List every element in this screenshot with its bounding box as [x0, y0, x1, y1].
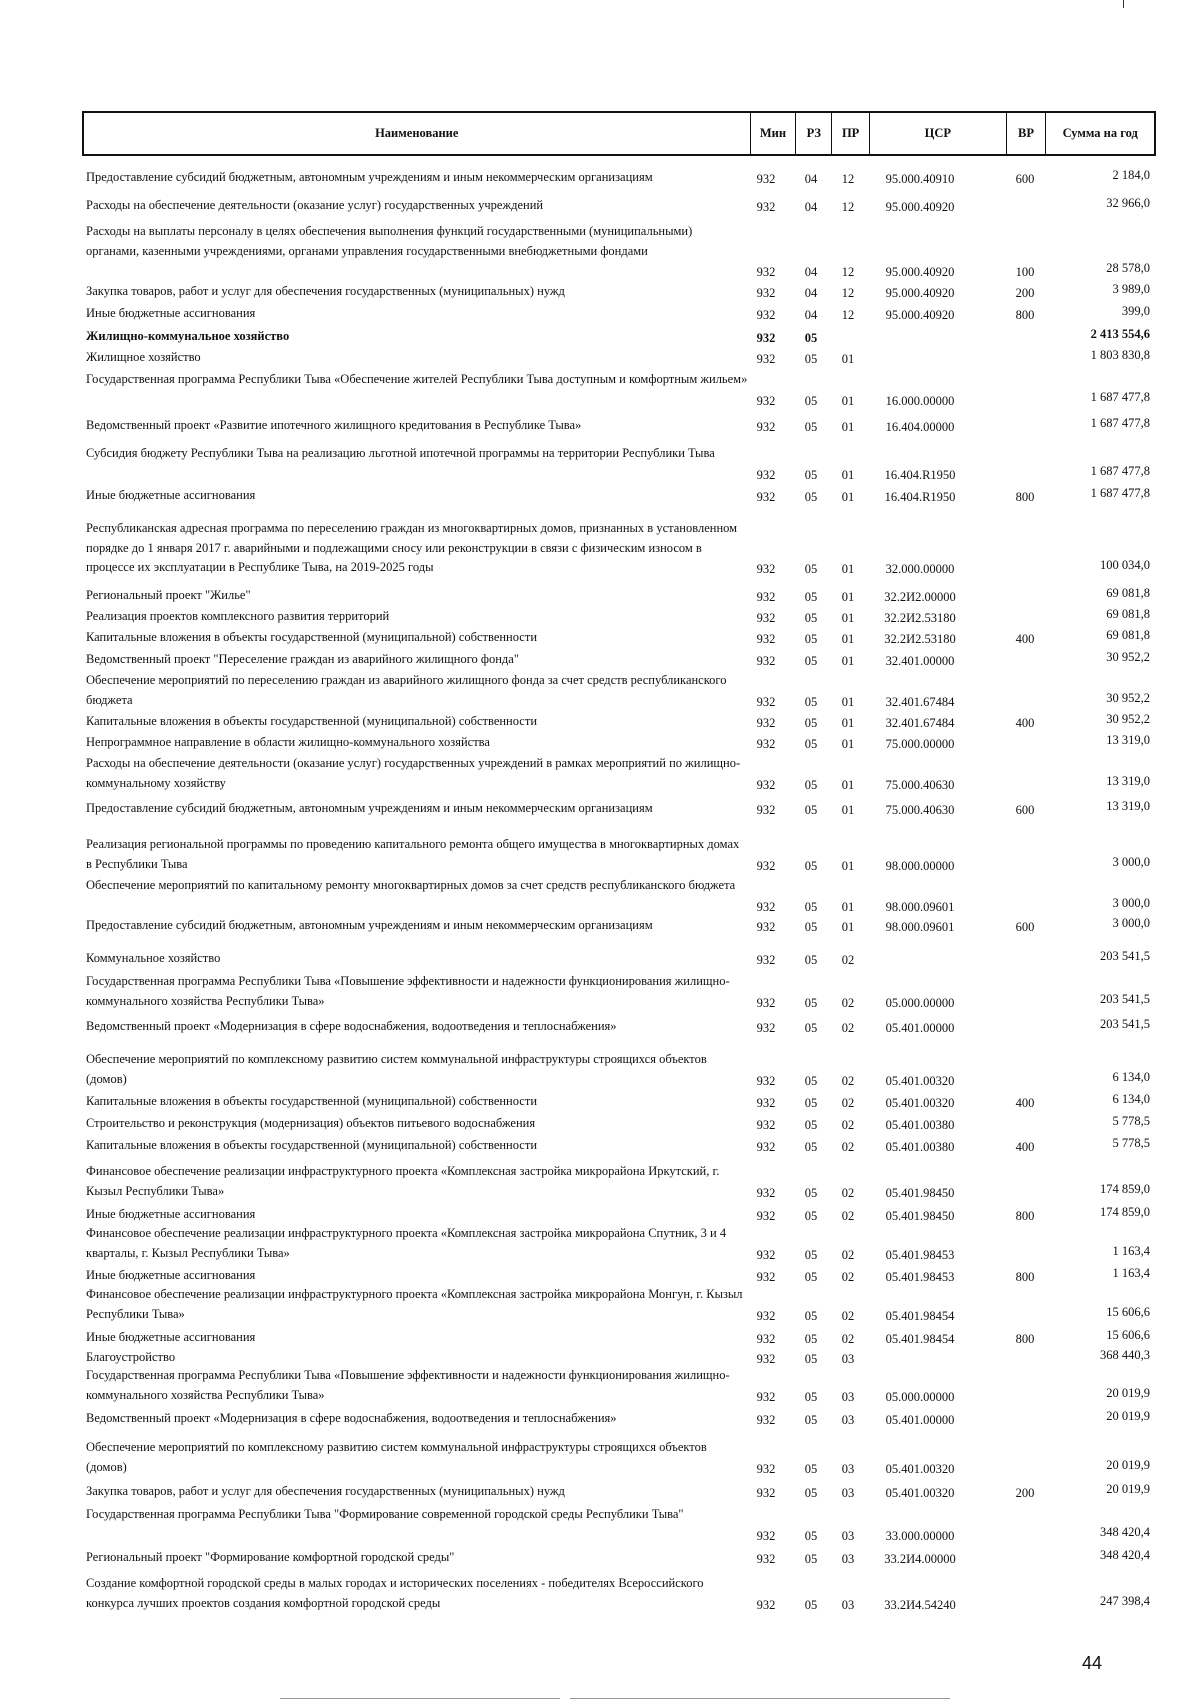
row-pr: 01: [841, 467, 855, 482]
row-sum: 6 134,0: [1112, 1069, 1150, 1084]
row-rz: 05: [804, 899, 818, 914]
row-sum: 1 687 477,8: [1090, 463, 1150, 478]
row-name: Реализация региональной программы по проведению капитального ремонта общего имущества в многоквартирных домах в Республики Тыва: [86, 837, 740, 871]
row-sum: 348 420,4: [1100, 1524, 1150, 1539]
row-name: Создание комфортной городской среды в малых городах и исторических поселениях - победителях Всероссийского конкурса лучших проектов создания комфортной городской среды: [86, 1576, 704, 1610]
row-pr: 12: [841, 172, 855, 186]
row-sum: 3 000,0: [1112, 916, 1150, 930]
row-name: Расходы на обеспечение деятельности (оказание услуг) государственных учреждений: [86, 198, 544, 212]
row-pr: 03: [841, 1552, 855, 1566]
row-vr: 400: [1015, 716, 1035, 730]
row-vr: 400: [1015, 1096, 1035, 1110]
row-name: Обеспечение мероприятий по комплексному развитию систем коммунальной инфраструктуры строящихся объектов (домов): [86, 1440, 707, 1474]
row-csr: 32.401.67484: [885, 694, 955, 709]
row-pr: 03: [841, 1528, 855, 1543]
row-pr: 01: [841, 632, 855, 646]
row-sum: 368 440,3: [1100, 1348, 1150, 1362]
row-pr: 03: [841, 1486, 855, 1500]
row-name: Региональный проект "Формирование комфортной городской среды": [86, 1550, 455, 1564]
row-min: 932: [756, 1461, 776, 1476]
row-min: 932: [756, 777, 776, 792]
row-pr: 01: [841, 858, 855, 873]
row-sum: 1 687 477,8: [1090, 416, 1150, 430]
row-rz: 05: [804, 352, 818, 366]
row-pr: 02: [841, 1308, 855, 1323]
row-min: 932: [756, 611, 776, 625]
row-min: 932: [756, 1308, 776, 1323]
row-sum: 32 966,0: [1106, 196, 1150, 210]
row-csr: 32.2И2.53180: [884, 611, 956, 625]
row-pr: 02: [841, 1270, 855, 1284]
row-min: 932: [756, 1209, 776, 1223]
footer-rule: [570, 1698, 950, 1699]
row-rz: 05: [804, 953, 818, 967]
row-csr: 32.000.00000: [885, 562, 955, 576]
row-csr: 05.401.00320: [885, 1096, 955, 1110]
row-vr: 800: [1015, 1209, 1035, 1223]
row-vr: 800: [1015, 1270, 1035, 1284]
row-min: 932: [756, 803, 776, 817]
row-rz: 05: [804, 393, 818, 408]
row-sum: 1 163,4: [1112, 1266, 1150, 1280]
row-sum: 1 687 477,8: [1090, 486, 1150, 500]
row-csr: 32.401.67484: [885, 716, 955, 730]
row-name: Республиканская адресная программа по переселению граждан из многоквартирных домов, признанных в установленном порядке до 1 января 2017 г. аварийными и подлежащими сносу или реконструкции в связи с физическим износом в процессе их эксплуатации в Республике Тыва, на 2019-2025 годы: [86, 521, 738, 574]
header-pr: ПР: [832, 113, 870, 154]
row-pr: 01: [841, 352, 855, 366]
row-csr: 75.000.40630: [885, 777, 955, 792]
row-min: 932: [756, 920, 776, 934]
row-sum: 5 778,5: [1112, 1114, 1150, 1128]
row-sum: 348 420,4: [1100, 1548, 1150, 1562]
row-pr: 01: [841, 562, 855, 576]
row-csr: 05.401.00320: [885, 1486, 955, 1500]
row-rz: 05: [804, 694, 818, 709]
row-rz: 05: [804, 590, 818, 604]
row-rz: 05: [804, 1308, 818, 1323]
row-rz: 05: [804, 331, 818, 345]
row-sum: 247 398,4: [1100, 1593, 1150, 1608]
row-pr: 12: [841, 308, 855, 322]
row-rz: 05: [804, 995, 818, 1010]
row-vr: 800: [1015, 1332, 1035, 1346]
row-pr: 01: [841, 737, 855, 751]
row-sum: 6 134,0: [1112, 1092, 1150, 1106]
row-name: Обеспечение мероприятий по комплексному развитию систем коммунальной инфраструктуры строящихся объектов (домов): [86, 1052, 707, 1086]
row-csr: 75.000.40630: [885, 803, 955, 817]
row-csr: 98.000.09601: [885, 920, 955, 934]
row-min: 932: [756, 200, 776, 214]
header-sum: Сумма на год: [1062, 126, 1138, 140]
row-csr: 05.401.98450: [885, 1209, 955, 1223]
row-rz: 05: [804, 1073, 818, 1088]
row-min: 932: [756, 590, 776, 604]
row-name: Ведомственный проект «Модернизация в сфере водоснабжения, водоотведения и теплоснабжения»: [86, 1411, 617, 1425]
row-name: Реализация проектов комплексного развития территорий: [86, 609, 390, 623]
row-csr: 16.000.00000: [885, 393, 955, 408]
row-rz: 05: [804, 920, 818, 934]
row-min: 932: [756, 1597, 776, 1612]
row-name: Капитальные вложения в объекты государственной (муниципальной) собственности: [86, 1094, 538, 1108]
row-pr: 03: [841, 1461, 855, 1476]
row-vr: 600: [1015, 172, 1035, 186]
row-rz: 05: [804, 1461, 818, 1476]
row-min: 932: [756, 352, 776, 366]
row-name: Предоставление субсидий бюджетным, автономным учреждениям и иным некоммерческим организациям: [86, 918, 653, 932]
row-rz: 04: [804, 265, 818, 279]
row-rz: 05: [804, 420, 818, 434]
header-name: Наименование: [84, 113, 751, 154]
row-csr: 16.404.00000: [885, 420, 955, 434]
row-name: Иные бюджетные ассигнования: [86, 488, 256, 502]
row-rz: 05: [804, 737, 818, 751]
row-min: 932: [756, 654, 776, 668]
row-pr: 01: [841, 654, 855, 668]
header-rz: РЗ: [796, 113, 832, 154]
row-rz: 05: [804, 1185, 818, 1200]
row-name: Государственная программа Республики Тыва «Повышение эффективности и надежности функционирования жилищно-коммунального хозяйства Республики Тыва»: [86, 974, 730, 1008]
row-name: Финансовое обеспечение реализации инфраструктурного проекта «Комплексная застройка микрорайона Монгун, г. Кызыл Республики Тыва»: [86, 1287, 743, 1321]
row-name: Финансовое обеспечение реализации инфраструктурного проекта «Комплексная застройка микрорайона Иркутский, г. Кызыл Республики Тыва»: [86, 1164, 720, 1198]
row-min: 932: [756, 953, 776, 967]
row-rz: 05: [804, 1096, 818, 1110]
row-pr: 02: [841, 1209, 855, 1223]
row-csr: 95.000.40920: [885, 200, 955, 214]
row-min: 932: [756, 331, 776, 345]
row-vr: 100: [1015, 265, 1035, 279]
row-rz: 05: [804, 1118, 818, 1132]
row-sum: 2 413 554,6: [1090, 327, 1150, 341]
row-min: 932: [756, 265, 776, 279]
row-name: Государственная программа Республики Тыва "Формирование современной городской среды Республики Тыва": [86, 1507, 684, 1521]
row-rz: 05: [804, 1332, 818, 1346]
row-min: 932: [756, 172, 776, 186]
row-name: Предоставление субсидий бюджетным, автономным учреждениям и иным некоммерческим организациям: [86, 801, 653, 815]
row-pr: 12: [841, 200, 855, 214]
row-csr: 05.401.98450: [885, 1185, 955, 1200]
row-name: Жилищное хозяйство: [86, 350, 201, 364]
row-min: 932: [756, 1247, 776, 1262]
row-min: 932: [756, 467, 776, 482]
row-name: Строительство и реконструкция (модернизация) объектов питьевого водоснабжения: [86, 1116, 536, 1130]
row-pr: 03: [841, 1389, 855, 1404]
row-pr: 01: [841, 590, 855, 604]
row-csr: 33.000.00000: [885, 1528, 955, 1543]
row-sum: 3 000,0: [1112, 895, 1150, 910]
row-sum: 20 019,9: [1106, 1457, 1150, 1472]
row-min: 932: [756, 1118, 776, 1132]
row-pr: 01: [841, 694, 855, 709]
row-sum: 13 319,0: [1106, 773, 1150, 788]
row-name: Непрограммное направление в области жилищно-коммунального хозяйства: [86, 735, 490, 749]
row-rz: 05: [804, 803, 818, 817]
row-min: 932: [756, 694, 776, 709]
row-sum: 100 034,0: [1100, 558, 1150, 572]
row-pr: 01: [841, 490, 855, 504]
header-min: Мин: [751, 113, 797, 154]
row-sum: 20 019,9: [1106, 1409, 1150, 1423]
row-csr: 95.000.40920: [885, 265, 955, 279]
row-vr: 200: [1015, 1486, 1035, 1500]
row-csr: 32.2И2.00000: [884, 590, 956, 604]
row-min: 932: [756, 1185, 776, 1200]
row-pr: 02: [841, 1247, 855, 1262]
row-sum: 1 163,4: [1112, 1243, 1150, 1258]
row-pr: 12: [841, 286, 855, 300]
row-pr: 02: [841, 1332, 855, 1346]
row-sum: 20 019,9: [1106, 1482, 1150, 1496]
row-name: Обеспечение мероприятий по капитальному ремонту многоквартирных домов за счет средств республиканского бюджета: [86, 878, 736, 892]
row-sum: 203 541,5: [1100, 949, 1150, 963]
row-csr: 16.404.R1950: [884, 490, 956, 504]
row-pr: 03: [841, 1413, 855, 1427]
row-sum: 5 778,5: [1112, 1136, 1150, 1150]
row-pr: 02: [841, 1021, 855, 1035]
row-csr: 32.2И2.53180: [884, 632, 956, 646]
row-sum: 20 019,9: [1106, 1385, 1150, 1400]
row-name: Капитальные вложения в объекты государственной (муниципальной) собственности: [86, 630, 538, 644]
row-name: Ведомственный проект «Модернизация в сфере водоснабжения, водоотведения и теплоснабжения»: [86, 1019, 617, 1033]
row-pr: 02: [841, 953, 855, 967]
row-rz: 05: [804, 1209, 818, 1223]
row-name: Расходы на выплаты персоналу в целях обеспечения выполнения функций государственными (муниципальными) органами, казенными учреждениями, органами управления государственными внебюджетными фондами: [86, 224, 693, 258]
row-rz: 05: [804, 1486, 818, 1500]
row-rz: 05: [804, 611, 818, 625]
row-name: Расходы на обеспечение деятельности (оказание услуг) государственных учреждений в рамках мероприятий по жилищно-коммунальному хозяйству: [86, 756, 741, 790]
row-name: Иные бюджетные ассигнования: [86, 1268, 256, 1282]
row-sum: 1 803 830,8: [1090, 348, 1150, 362]
row-pr: 01: [841, 716, 855, 730]
row-min: 932: [756, 286, 776, 300]
row-min: 932: [756, 995, 776, 1010]
row-sum: 203 541,5: [1100, 1017, 1150, 1031]
row-min: 932: [756, 858, 776, 873]
row-rz: 05: [804, 1352, 818, 1366]
row-rz: 05: [804, 562, 818, 576]
row-sum: 30 952,2: [1106, 712, 1150, 726]
row-sum: 174 859,0: [1100, 1181, 1150, 1196]
row-sum: 30 952,2: [1106, 650, 1150, 664]
row-pr: 01: [841, 777, 855, 792]
row-name: Иные бюджетные ассигнования: [86, 1330, 256, 1344]
row-name: Закупка товаров, работ и услуг для обеспечения государственных (муниципальных) нужд: [86, 284, 565, 298]
row-min: 932: [756, 1270, 776, 1284]
row-rz: 05: [804, 467, 818, 482]
row-sum: 399,0: [1121, 304, 1150, 318]
row-min: 932: [756, 716, 776, 730]
row-name: Капитальные вложения в объекты государственной (муниципальной) собственности: [86, 1138, 538, 1152]
row-vr: 200: [1015, 286, 1035, 300]
row-rz: 05: [804, 777, 818, 792]
row-rz: 05: [804, 1413, 818, 1427]
row-csr: 05.401.00000: [885, 1413, 955, 1427]
row-csr: 05.401.00320: [885, 1073, 955, 1088]
row-vr: 600: [1015, 920, 1035, 934]
row-csr: 75.000.00000: [885, 737, 955, 751]
row-sum: 28 578,0: [1106, 261, 1150, 275]
row-csr: 05.401.98454: [885, 1308, 955, 1323]
row-pr: 01: [841, 803, 855, 817]
row-vr: 600: [1015, 803, 1035, 817]
row-rz: 05: [804, 858, 818, 873]
header-csr: ЦСР: [870, 113, 1006, 154]
row-min: 932: [756, 1528, 776, 1543]
row-sum: 69 081,8: [1106, 628, 1150, 642]
row-sum: 69 081,8: [1106, 607, 1150, 621]
row-sum: 15 606,6: [1106, 1304, 1150, 1319]
row-csr: 95.000.40910: [885, 172, 955, 186]
row-vr: 400: [1015, 632, 1035, 646]
row-csr: 98.000.09601: [885, 899, 955, 914]
row-name: Субсидия бюджету Республики Тыва на реализацию льготной ипотечной программы на территории Республики Тыва: [86, 446, 715, 460]
row-name: Предоставление субсидий бюджетным, автономным учреждениям и иным некоммерческим организациям: [86, 170, 653, 184]
row-vr: 400: [1015, 1140, 1035, 1154]
page-number: 44: [1082, 1653, 1103, 1673]
row-min: 932: [756, 1389, 776, 1404]
row-sum: 203 541,5: [1100, 991, 1150, 1006]
row-rz: 05: [804, 716, 818, 730]
row-name: Региональный проект "Жилье": [86, 588, 251, 602]
scan-mark: [1123, 0, 1124, 8]
row-rz: 05: [804, 1140, 818, 1154]
row-min: 932: [756, 1140, 776, 1154]
row-min: 932: [756, 490, 776, 504]
row-csr: 05.401.00380: [885, 1118, 955, 1132]
row-pr: 01: [841, 393, 855, 408]
row-min: 932: [756, 308, 776, 322]
row-name: Обеспечение мероприятий по переселению граждан из аварийного жилищного фонда за счет средств республиканского бюджета: [86, 673, 727, 707]
row-rz: 04: [804, 308, 818, 322]
row-sum: 13 319,0: [1106, 733, 1150, 747]
row-sum: 3 989,0: [1112, 282, 1150, 296]
row-pr: 01: [841, 920, 855, 934]
footer-rule: [280, 1698, 560, 1699]
row-pr: 02: [841, 1096, 855, 1110]
row-csr: 95.000.40920: [885, 308, 955, 322]
row-csr: 95.000.40920: [885, 286, 955, 300]
row-csr: 05.401.98454: [885, 1332, 955, 1346]
row-pr: 12: [841, 265, 855, 279]
row-csr: 32.401.00000: [885, 654, 955, 668]
row-min: 932: [756, 899, 776, 914]
row-pr: 02: [841, 1118, 855, 1132]
row-name: Государственная программа Республики Тыва «Обеспечение жителей Республики Тыва доступным и комфортным жильем»: [86, 372, 748, 386]
row-csr: 05.000.00000: [885, 995, 955, 1010]
row-name: Иные бюджетные ассигнования: [86, 1207, 256, 1221]
row-csr: 16.404.R1950: [884, 467, 956, 482]
row-min: 932: [756, 737, 776, 751]
row-min: 932: [756, 393, 776, 408]
row-csr: 05.401.00320: [885, 1461, 955, 1476]
row-pr: 02: [841, 1073, 855, 1088]
row-name: Коммунальное хозяйство: [86, 951, 221, 965]
row-min: 932: [756, 1552, 776, 1566]
row-min: 932: [756, 1332, 776, 1346]
row-rz: 05: [804, 1528, 818, 1543]
row-csr: 05.401.98453: [885, 1270, 955, 1284]
row-sum: 30 952,2: [1106, 690, 1150, 705]
table-header: [82, 111, 1156, 156]
row-name: Капитальные вложения в объекты государственной (муниципальной) собственности: [86, 714, 538, 728]
row-rz: 04: [804, 172, 818, 186]
row-csr: 05.401.00380: [885, 1140, 955, 1154]
row-sum: 15 606,6: [1106, 1328, 1150, 1342]
row-rz: 05: [804, 1597, 818, 1612]
row-pr: 02: [841, 995, 855, 1010]
row-rz: 05: [804, 1552, 818, 1566]
row-sum: 174 859,0: [1100, 1205, 1150, 1219]
row-name: Ведомственный проект «Развитие ипотечного жилищного кредитования в Республике Тыва»: [86, 418, 582, 432]
row-min: 932: [756, 1486, 776, 1500]
row-pr: 01: [841, 899, 855, 914]
row-pr: 01: [841, 611, 855, 625]
row-rz: 05: [804, 1247, 818, 1262]
row-min: 932: [756, 1352, 776, 1366]
header-vr: ВР: [1007, 113, 1047, 154]
row-rz: 05: [804, 1021, 818, 1035]
row-csr: 33.2И4.00000: [884, 1552, 956, 1566]
row-rz: 04: [804, 200, 818, 214]
row-vr: 800: [1015, 490, 1035, 504]
row-sum: 3 000,0: [1112, 854, 1150, 869]
row-min: 932: [756, 1073, 776, 1088]
row-name: Иные бюджетные ассигнования: [86, 306, 256, 320]
row-name: Финансовое обеспечение реализации инфраструктурного проекта «Комплексная застройка микрорайона Спутник, 3 и 4 кварталы, г. Кызыл Республики Тыва»: [86, 1226, 727, 1260]
row-rz: 05: [804, 1270, 818, 1284]
row-min: 932: [756, 632, 776, 646]
row-csr: 05.401.98453: [885, 1247, 955, 1262]
row-csr: 33.2И4.54240: [884, 1597, 956, 1612]
row-min: 932: [756, 1096, 776, 1110]
row-csr: 05.000.00000: [885, 1389, 955, 1404]
row-rz: 05: [804, 654, 818, 668]
row-rz: 04: [804, 286, 818, 300]
row-name: Ведомственный проект "Переселение граждан из аварийного жилищного фонда": [86, 652, 519, 666]
row-name: Государственная программа Республики Тыва «Повышение эффективности и надежности функционирования жилищно-коммунального хозяйства Республики Тыва»: [86, 1368, 730, 1402]
row-sum: 69 081,8: [1106, 586, 1150, 600]
row-vr: 800: [1015, 308, 1035, 322]
row-pr: 02: [841, 1185, 855, 1200]
row-rz: 05: [804, 1389, 818, 1404]
row-min: 932: [756, 420, 776, 434]
row-csr: 05.401.00000: [885, 1021, 955, 1035]
row-pr: 03: [841, 1597, 855, 1612]
row-rz: 05: [804, 490, 818, 504]
row-min: 932: [756, 1021, 776, 1035]
row-pr: 01: [841, 420, 855, 434]
row-sum: 13 319,0: [1106, 799, 1150, 813]
row-min: 932: [756, 562, 776, 576]
row-rz: 05: [804, 632, 818, 646]
row-sum: 1 687 477,8: [1090, 389, 1150, 404]
row-name: Закупка товаров, работ и услуг для обеспечения государственных (муниципальных) нужд: [86, 1484, 565, 1498]
row-csr: 98.000.00000: [885, 858, 955, 873]
row-name: Благоустройство: [86, 1350, 176, 1364]
row-min: 932: [756, 1413, 776, 1427]
row-name: Жилищно-коммунальное хозяйство: [86, 329, 290, 343]
row-pr: 02: [841, 1140, 855, 1154]
row-sum: 2 184,0: [1112, 168, 1150, 182]
row-pr: 03: [841, 1352, 855, 1366]
